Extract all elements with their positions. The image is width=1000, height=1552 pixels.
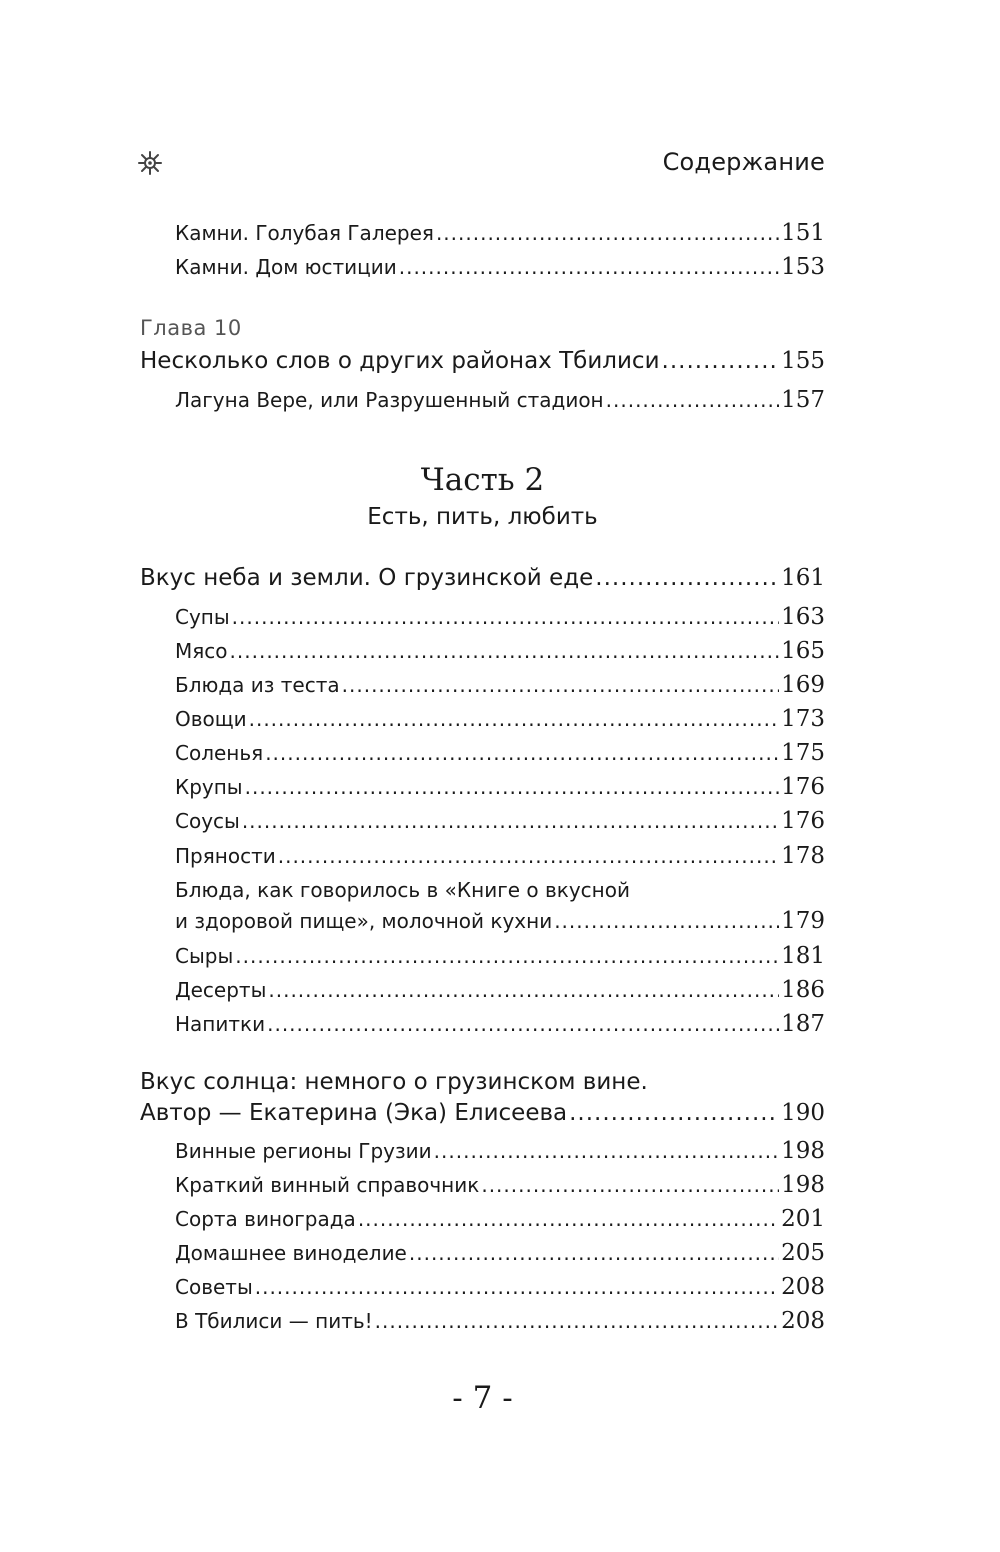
toc-entry-page: 175 [781, 740, 825, 766]
toc-entry[interactable] [175, 604, 825, 630]
leader-dots [399, 255, 779, 279]
toc-section-title-line1[interactable]: Вкус солнца: немного о грузинском вине. [140, 1069, 648, 1095]
running-head-title: Содержание [662, 148, 825, 176]
toc-entry[interactable] [175, 1138, 825, 1164]
leader-dots [268, 978, 779, 1002]
toc-entry[interactable] [175, 908, 825, 934]
leader-dots [358, 1207, 779, 1231]
part-subtitle: Есть, пить, любить [367, 504, 598, 530]
toc-entry-page: 163 [781, 604, 825, 630]
toc-section-entry[interactable] [140, 565, 825, 591]
toc-entry-title: Лагуна Вере, или Разрушенный стадион [175, 388, 604, 412]
leader-dots [569, 1100, 779, 1126]
toc-entry[interactable] [175, 672, 825, 698]
toc-entry-title: Несколько слов о других районах Тбилиси [140, 348, 660, 374]
toc-entry[interactable] [175, 254, 825, 280]
toc-entry-page: 181 [781, 943, 825, 969]
toc-entry-title: и здоровой пище», молочной кухни [175, 909, 553, 933]
leader-dots [481, 1173, 779, 1197]
leader-dots [242, 809, 779, 833]
leader-dots [267, 1012, 779, 1036]
toc-entry-page: 155 [781, 348, 825, 374]
toc-entry[interactable] [175, 220, 825, 246]
toc-entry-page: 161 [781, 565, 825, 591]
toc-entry-title: Десерты [175, 978, 267, 1002]
toc-entry[interactable] [175, 638, 825, 664]
leader-dots [554, 909, 779, 933]
leader-dots [265, 741, 779, 765]
leader-dots [342, 673, 779, 697]
toc-entry-page: 169 [781, 672, 825, 698]
toc-entry[interactable] [175, 1240, 825, 1266]
toc-entry-title: Соленья [175, 741, 264, 765]
toc-entry-title: Сорта винограда [175, 1207, 356, 1231]
toc-entry-page: 179 [781, 908, 825, 934]
toc-chapter-entry[interactable] [140, 348, 825, 374]
toc-entry[interactable] [175, 843, 825, 869]
toc-entry[interactable] [175, 1274, 825, 1300]
toc-entry-page: 205 [781, 1240, 825, 1266]
leader-dots [662, 348, 780, 374]
leader-dots [375, 1309, 779, 1333]
toc-entry-title: Супы [175, 605, 230, 629]
leader-dots [230, 639, 780, 663]
toc-entry-page: 198 [781, 1172, 825, 1198]
toc-entry-title: Соусы [175, 809, 240, 833]
toc-entry-title: Камни. Голубая Галерея [175, 221, 434, 245]
toc-entry-page: 176 [781, 774, 825, 800]
toc-entry-title: Овощи [175, 707, 247, 731]
toc-entry-title: Автор — Екатерина (Эка) Елисеева [140, 1100, 568, 1126]
toc-entry-title: Советы [175, 1275, 253, 1299]
leader-dots [235, 944, 779, 968]
toc-entry-page: 153 [781, 254, 825, 280]
toc-entry-title: Пряности [175, 844, 276, 868]
toc-entry-page: 187 [781, 1011, 825, 1037]
toc-entry-page: 165 [781, 638, 825, 664]
toc-entry-title: Винные регионы Грузии [175, 1139, 432, 1163]
toc-entry[interactable] [175, 943, 825, 969]
toc-entry-title: Домашнее виноделие [175, 1241, 407, 1265]
part-title: Часть 2 [420, 462, 545, 498]
leader-dots [245, 775, 779, 799]
toc-entry[interactable] [175, 706, 825, 732]
chapter-label: Глава 10 [140, 316, 242, 340]
toc-entry-page: 176 [781, 808, 825, 834]
toc-entry-page: 208 [781, 1308, 825, 1334]
snowflake-ornament-icon [137, 150, 163, 176]
leader-dots [232, 605, 779, 629]
toc-entry-page: 178 [781, 843, 825, 869]
toc-entry-title: Камни. Дом юстиции [175, 255, 397, 279]
toc-entry-page: 157 [781, 387, 825, 413]
leader-dots [595, 565, 779, 591]
toc-entry-page: 151 [781, 220, 825, 246]
leader-dots [606, 388, 779, 412]
toc-entry-title: Сыры [175, 944, 234, 968]
toc-entry-page: 198 [781, 1138, 825, 1164]
toc-entry[interactable] [175, 1206, 825, 1232]
toc-entry[interactable] [175, 387, 825, 413]
toc-entry-page: 173 [781, 706, 825, 732]
toc-entry-page: 190 [781, 1100, 825, 1126]
leader-dots [249, 707, 779, 731]
toc-entry-title: Вкус неба и земли. О грузинской еде [140, 565, 594, 591]
toc-entry[interactable] [175, 1172, 825, 1198]
toc-entry-page: 186 [781, 977, 825, 1003]
toc-entry-page: 201 [781, 1206, 825, 1232]
toc-entry-page: 208 [781, 1274, 825, 1300]
leader-dots [436, 221, 779, 245]
leader-dots [278, 844, 779, 868]
toc-entry[interactable] [175, 740, 825, 766]
leader-dots [434, 1139, 779, 1163]
toc-entry-title: В Тбилиси — пить! [175, 1309, 373, 1333]
toc-section-entry[interactable] [140, 1100, 825, 1126]
leader-dots [409, 1241, 779, 1265]
toc-entry-title: Крупы [175, 775, 243, 799]
leader-dots [255, 1275, 779, 1299]
toc-entry-title: Краткий винный справочник [175, 1173, 480, 1197]
toc-entry[interactable] [175, 1308, 825, 1334]
toc-entry[interactable] [175, 1011, 825, 1037]
page-number: - 7 - [452, 1380, 513, 1416]
toc-entry[interactable] [175, 977, 825, 1003]
toc-entry-title: Напитки [175, 1012, 266, 1036]
toc-entry[interactable] [175, 774, 825, 800]
toc-entry-title: Блюда из теста [175, 673, 340, 697]
toc-entry-title: Мясо [175, 639, 228, 663]
toc-entry-title-line1[interactable]: Блюда, как говорилось в «Книге о вкусной [175, 878, 630, 902]
toc-entry[interactable] [175, 808, 825, 834]
